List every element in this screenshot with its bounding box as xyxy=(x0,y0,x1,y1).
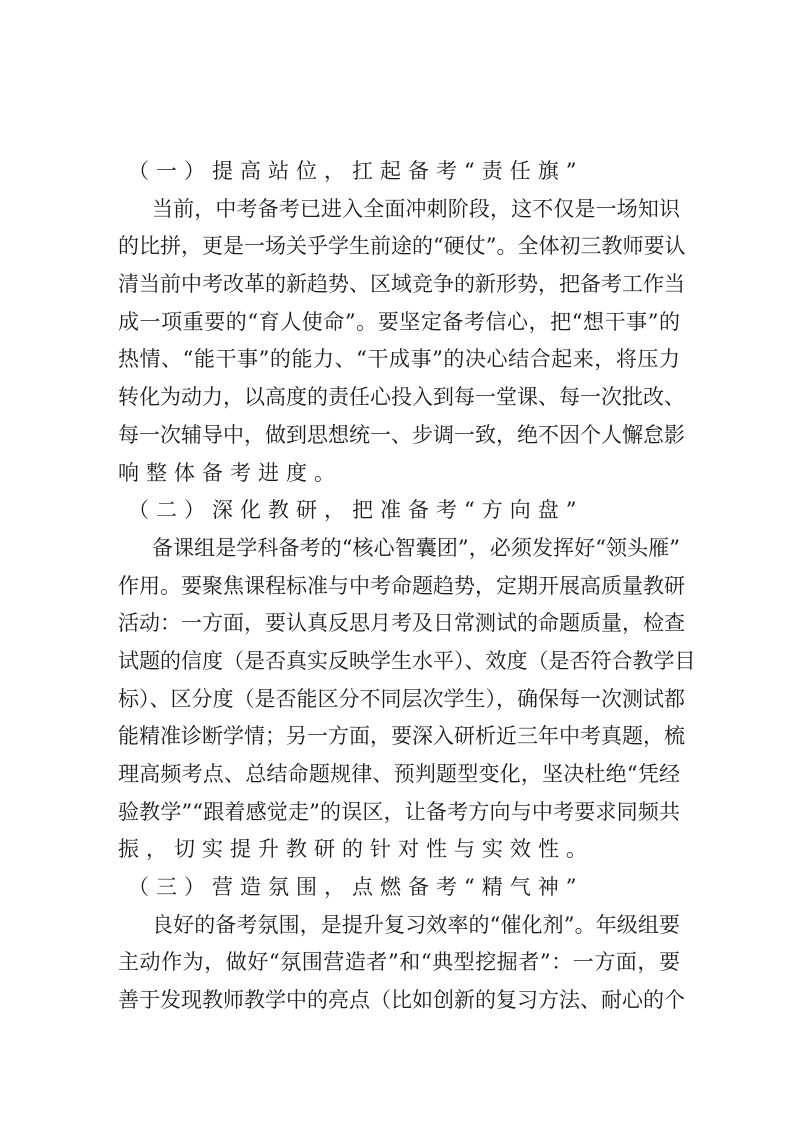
paragraph-line: 热情、“能干事”的能力、“干成事”的决心结合起来，将压力 xyxy=(118,347,680,372)
paragraph-line: 主动作为，做好“氛围营造者”和“典型挖掘者”：一方面，要 xyxy=(118,950,680,975)
paragraph-line: 善于发现教师教学中的亮点（比如创新的复习方法、耐心的个 xyxy=(118,988,685,1013)
document-page xyxy=(118,153,696,1020)
paragraph-line: 良好的备考氛围，是提升复习效率的“催化剂”。年级组要 xyxy=(152,912,680,937)
paragraph-line: 成一项重要的“育人使命”。要坚定备考信心，把“想干事”的 xyxy=(118,309,680,334)
section-heading: （二）深化教研，把准备考“方向盘” xyxy=(128,498,584,523)
paragraph-line: 每一次辅导中，做到思想统一、步调一致，绝不因个人懈怠影 xyxy=(118,422,685,447)
paragraph-line: 活动：一方面，要认真反思月考及日常测试的命题质量，检查 xyxy=(118,611,685,636)
paragraph-line: 当前，中考备考已进入全面冲刺阶段，这不仅是一场知识 xyxy=(152,196,680,221)
paragraph-line: 能精准诊断学情；另一方面，要深入研析近三年中考真题，梳 xyxy=(118,724,685,749)
paragraph-line: 理高频考点、总结命题规律、预判题型变化，坚决杜绝“凭经 xyxy=(118,762,680,786)
section-heading: （一）提高站位，扛起备考“责任旗” xyxy=(128,159,584,183)
section-heading: （三）营造氛围，点燃备考“精气神” xyxy=(128,875,584,900)
paragraph-line: 振，切实提升教研的针对性与实效性。 xyxy=(118,837,594,862)
paragraph-line: 验教学”“跟着感觉走”的误区，让备考方向与中考要求同频共 xyxy=(118,799,680,824)
paragraph-line: 备课组是学科备考的“核心智囊团”，必须发挥好“领头雁” xyxy=(152,535,680,560)
paragraph-line: 清当前中考改革的新趋势、区域竞争的新形势，把备考工作当 xyxy=(118,272,685,297)
paragraph-line: 响整体备考进度。 xyxy=(118,460,342,485)
paragraph-line: 转化为动力，以高度的责任心投入到每一堂课、每一次批改、 xyxy=(118,385,685,410)
paragraph-line: 试题的信度（是否真实反映学生水平）、效度（是否符合教学目 xyxy=(118,648,696,673)
paragraph-line: 的比拼，更是一场关乎学生前途的“硬仗”。全体初三教师要认 xyxy=(118,234,686,259)
paragraph-line: 作用。要聚焦课程标准与中考命题趋势，定期开展高质量教研 xyxy=(118,573,685,598)
paragraph-line: 标）、区分度（是否能区分不同层次学生），确保每一次测试都 xyxy=(118,686,685,711)
